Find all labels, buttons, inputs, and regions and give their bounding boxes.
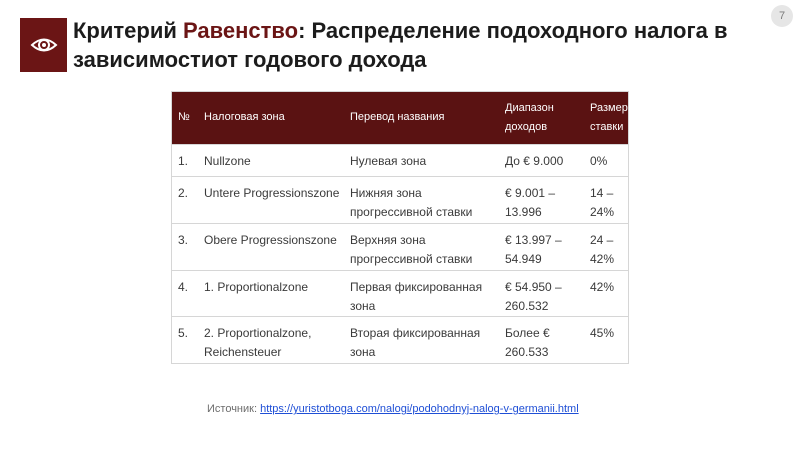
cell-income-range: До € 9.000 [499, 144, 584, 176]
cell-income-range: € 9.001 – 13.996 [499, 176, 584, 223]
cell-tax-zone: Nullzone [198, 144, 344, 176]
header-rate: Размер ставки [590, 101, 628, 133]
cell-income-range: Более € 260.533 [499, 316, 584, 363]
cell-number: 2. [172, 176, 198, 223]
eye-icon [29, 30, 59, 60]
title-part-2: : Распределение подоходного налога в зависимостиот годового дохода [73, 18, 728, 72]
cell-income-range: € 54.950 – 260.532 [499, 270, 584, 316]
source-note [207, 403, 579, 415]
cell-translation: Верхняя зона прогрессивной ставки [344, 223, 499, 270]
table-row [172, 144, 628, 176]
cell-number: 4. [172, 270, 198, 316]
cell-number: 5. [172, 316, 198, 363]
cell-tax-zone: 1. Proportionalzone [198, 270, 344, 316]
source-label: Источник: [207, 403, 261, 415]
table-row [172, 270, 628, 316]
cell-tax-zone: Untere Progressionszone [198, 176, 344, 223]
cell-tax-zone: Obere Progressionszone [198, 223, 344, 270]
cell-rate: 0% [584, 144, 628, 176]
table-row [172, 176, 628, 223]
table-row [172, 316, 628, 363]
header-tax-zone: Налоговая зона [204, 111, 285, 124]
cell-translation: Первая фиксированная зона [344, 270, 499, 316]
cell-number: 3. [172, 223, 198, 270]
cell-rate: 14 – 24% [584, 176, 628, 223]
cell-tax-zone: 2. Proportionalzone, Reichensteuer [198, 316, 344, 363]
table-header-row [172, 92, 628, 144]
source-link[interactable]: https://yuristotboga.com/nalogi/podohodnyj-nalog-v-germanii.html [260, 403, 579, 415]
tax-table-container [171, 91, 629, 364]
cell-number: 1. [172, 144, 198, 176]
title-part-1: Критерий [73, 18, 183, 43]
cell-rate: 42% [584, 270, 628, 316]
cell-translation: Нижняя зона прогрессивной ставки [344, 176, 499, 223]
header-translation: Перевод названия [350, 111, 445, 124]
cell-rate: 45% [584, 316, 628, 363]
cell-translation: Нулевая зона [344, 144, 499, 176]
cell-rate: 24 – 42% [584, 223, 628, 270]
header-number: № [178, 111, 190, 124]
table-row [172, 223, 628, 270]
header-income-range: Диапазон доходов [505, 101, 554, 133]
cell-income-range: € 13.997 – 54.949 [499, 223, 584, 270]
title-accent: Равенство [183, 18, 299, 43]
eye-badge [20, 18, 67, 72]
slide-title [73, 16, 753, 74]
tax-zones-table [172, 92, 628, 363]
cell-translation: Вторая фиксированная зона [344, 316, 499, 363]
page-number: 7 [771, 5, 793, 27]
